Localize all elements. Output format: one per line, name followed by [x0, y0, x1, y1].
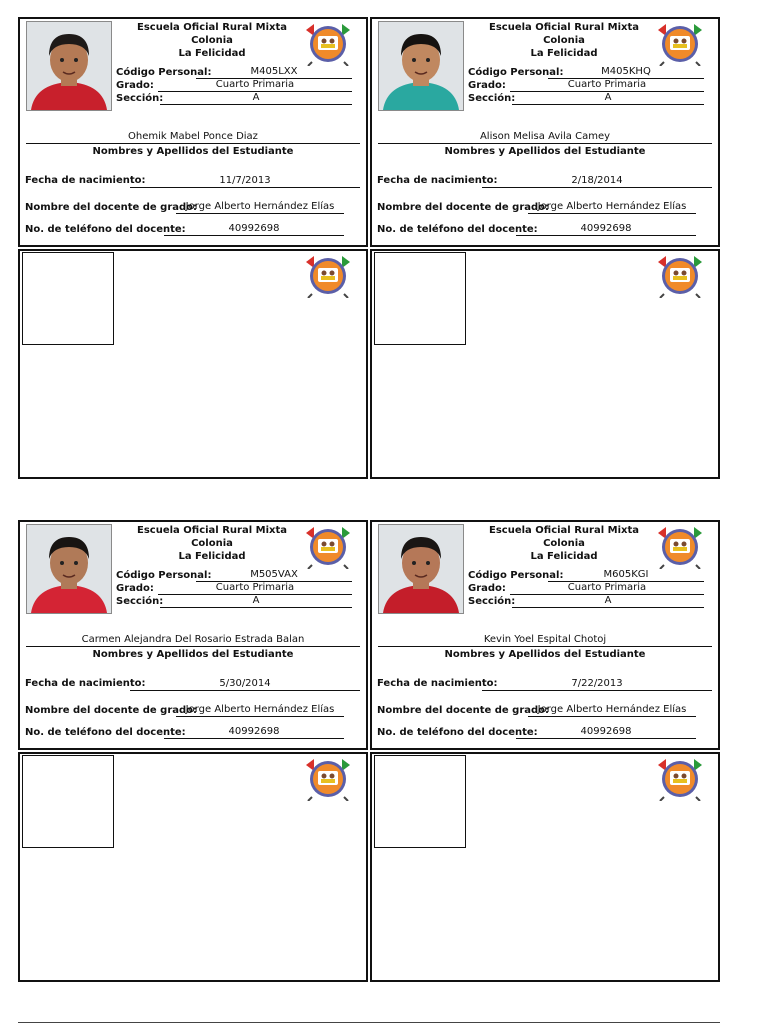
- seccion-label: Sección:: [468, 93, 516, 104]
- student-name-value: [26, 131, 360, 144]
- telefono-value: [516, 726, 696, 739]
- nombre-text: Ohemik Mabel Ponce Diaz: [128, 131, 258, 142]
- seccion-text: A: [252, 595, 260, 606]
- school-name: [468, 524, 660, 563]
- fecha-text: 2/18/2014: [571, 175, 623, 186]
- student-name-caption: Nombres y Apellidos del Estudiante: [444, 649, 646, 660]
- school-name-line2: La Felicidad: [178, 48, 246, 59]
- school-logo-icon: [656, 525, 704, 569]
- student-id-card-back: [18, 752, 368, 982]
- telefono-value: [164, 223, 344, 236]
- codigo-label: Código Personal:: [116, 67, 212, 78]
- student-photo: [378, 524, 464, 614]
- student-name-caption: Nombres y Apellidos del Estudiante: [92, 649, 294, 660]
- telefono-text: 40992698: [228, 726, 280, 737]
- telefono-label: No. de teléfono del docente:: [25, 727, 186, 738]
- codigo-label: Código Personal:: [468, 570, 564, 581]
- seccion-label: Sección:: [116, 93, 164, 104]
- grado-text: Cuarto Primaria: [215, 79, 295, 90]
- seccion-field: [468, 93, 515, 105]
- codigo-text: M605KGI: [603, 569, 649, 580]
- school-name-line2: La Felicidad: [178, 551, 246, 562]
- student-id-card-back: [370, 752, 720, 982]
- school-logo-icon: [304, 757, 352, 801]
- school-name-line1: Escuela Oficial Rural Mixta Colonia: [137, 22, 287, 46]
- seccion-value: [512, 595, 704, 608]
- school-name-line1: Escuela Oficial Rural Mixta Colonia: [489, 525, 639, 549]
- grado-value: [510, 582, 704, 595]
- grado-label: Grado:: [468, 80, 506, 91]
- codigo-text: M405LXX: [250, 66, 298, 77]
- fecha-value: [130, 678, 360, 691]
- telefono-text: 40992698: [228, 223, 280, 234]
- student-id-card-front: [370, 520, 720, 750]
- student-photo: [378, 21, 464, 111]
- codigo-label: Código Personal:: [116, 570, 212, 581]
- codigo-value: [196, 569, 352, 582]
- grado-value: [158, 582, 352, 595]
- school-logo-icon: [304, 525, 352, 569]
- student-name-value: [378, 131, 712, 144]
- school-logo-icon: [656, 757, 704, 801]
- seccion-value: [160, 595, 352, 608]
- blank-photo-box: [22, 252, 114, 345]
- telefono-label: No. de teléfono del docente:: [25, 224, 186, 235]
- fecha-text: 11/7/2013: [219, 175, 271, 186]
- grado-text: Cuarto Primaria: [567, 582, 647, 593]
- docente-value: [176, 201, 344, 214]
- codigo-value: [548, 569, 704, 582]
- grado-field: [468, 80, 506, 92]
- docente-label: Nombre del docente de grado:: [377, 705, 550, 716]
- blank-photo-box: [374, 252, 466, 345]
- grado-value: [510, 79, 704, 92]
- student-name-value: [26, 634, 360, 647]
- school-name: [116, 524, 308, 563]
- seccion-value: [512, 92, 704, 105]
- fecha-label: Fecha de nacimiento:: [25, 175, 146, 186]
- school-name: [116, 21, 308, 60]
- seccion-text: A: [604, 595, 612, 606]
- school-logo-icon: [656, 22, 704, 66]
- grado-text: Cuarto Primaria: [215, 582, 295, 593]
- school-logo-icon: [304, 22, 352, 66]
- seccion-text: A: [604, 92, 612, 103]
- grado-text: Cuarto Primaria: [567, 79, 647, 90]
- school-name-line2: La Felicidad: [530, 48, 598, 59]
- docente-label: Nombre del docente de grado:: [377, 202, 550, 213]
- docente-text: Jorge Alberto Hernández Elías: [185, 704, 335, 715]
- telefono-value: [164, 726, 344, 739]
- grado-value: [158, 79, 352, 92]
- telefono-label: No. de teléfono del docente:: [377, 727, 538, 738]
- grado-field: [116, 80, 154, 92]
- seccion-text: A: [252, 92, 260, 103]
- seccion-field: [116, 93, 163, 105]
- blank-photo-box: [22, 755, 114, 848]
- docente-label: Nombre del docente de grado:: [25, 202, 198, 213]
- seccion-label: Sección:: [116, 596, 164, 607]
- fecha-value: [482, 678, 712, 691]
- telefono-text: 40992698: [580, 726, 632, 737]
- grado-label: Grado:: [116, 80, 154, 91]
- student-id-card-front: [370, 17, 720, 247]
- seccion-field: [468, 596, 515, 608]
- blank-photo-box: [374, 755, 466, 848]
- grado-field: [116, 583, 154, 595]
- nombre-text: Kevin Yoel Espital Chotoj: [483, 634, 607, 645]
- codigo-value: [548, 66, 704, 79]
- fecha-label: Fecha de nacimiento:: [377, 175, 498, 186]
- seccion-label: Sección:: [468, 596, 516, 607]
- codigo-label: Código Personal:: [468, 67, 564, 78]
- student-name-value: [378, 634, 712, 647]
- school-logo-icon: [656, 254, 704, 298]
- student-id-card-back: [370, 249, 720, 479]
- grado-label: Grado:: [468, 583, 506, 594]
- grado-field: [468, 583, 506, 595]
- telefono-value: [516, 223, 696, 236]
- grado-label: Grado:: [116, 583, 154, 594]
- codigo-text: M505VAX: [250, 569, 298, 580]
- docente-text: Jorge Alberto Hernández Elías: [185, 201, 335, 212]
- student-id-card-front: [18, 520, 368, 750]
- fecha-value: [130, 175, 360, 188]
- fecha-text: 5/30/2014: [219, 678, 271, 689]
- seccion-field: [116, 596, 163, 608]
- student-name-caption: Nombres y Apellidos del Estudiante: [444, 146, 646, 157]
- student-photo: [26, 21, 112, 111]
- telefono-label: No. de teléfono del docente:: [377, 224, 538, 235]
- student-photo: [26, 524, 112, 614]
- docente-value: [528, 201, 696, 214]
- codigo-text: M405KHQ: [601, 66, 651, 77]
- fecha-label: Fecha de nacimiento:: [377, 678, 498, 689]
- fecha-text: 7/22/2013: [571, 678, 623, 689]
- docente-text: Jorge Alberto Hernández Elías: [537, 201, 687, 212]
- school-name: [468, 21, 660, 60]
- school-name-line1: Escuela Oficial Rural Mixta Colonia: [137, 525, 287, 549]
- bottom-rule: [18, 1022, 720, 1023]
- docente-label: Nombre del docente de grado:: [25, 705, 198, 716]
- school-name-line2: La Felicidad: [530, 551, 598, 562]
- student-id-card-front: [18, 17, 368, 247]
- school-name-line1: Escuela Oficial Rural Mixta Colonia: [489, 22, 639, 46]
- seccion-value: [160, 92, 352, 105]
- student-id-card-back: [18, 249, 368, 479]
- telefono-text: 40992698: [580, 223, 632, 234]
- docente-value: [176, 704, 344, 717]
- codigo-value: [196, 66, 352, 79]
- student-name-caption: Nombres y Apellidos del Estudiante: [92, 146, 294, 157]
- fecha-label: Fecha de nacimiento:: [25, 678, 146, 689]
- school-logo-icon: [304, 254, 352, 298]
- docente-value: [528, 704, 696, 717]
- nombre-text: Alison Melisa Avila Camey: [479, 131, 611, 142]
- nombre-text: Carmen Alejandra Del Rosario Estrada Balan: [81, 634, 305, 645]
- docente-text: Jorge Alberto Hernández Elías: [537, 704, 687, 715]
- fecha-value: [482, 175, 712, 188]
